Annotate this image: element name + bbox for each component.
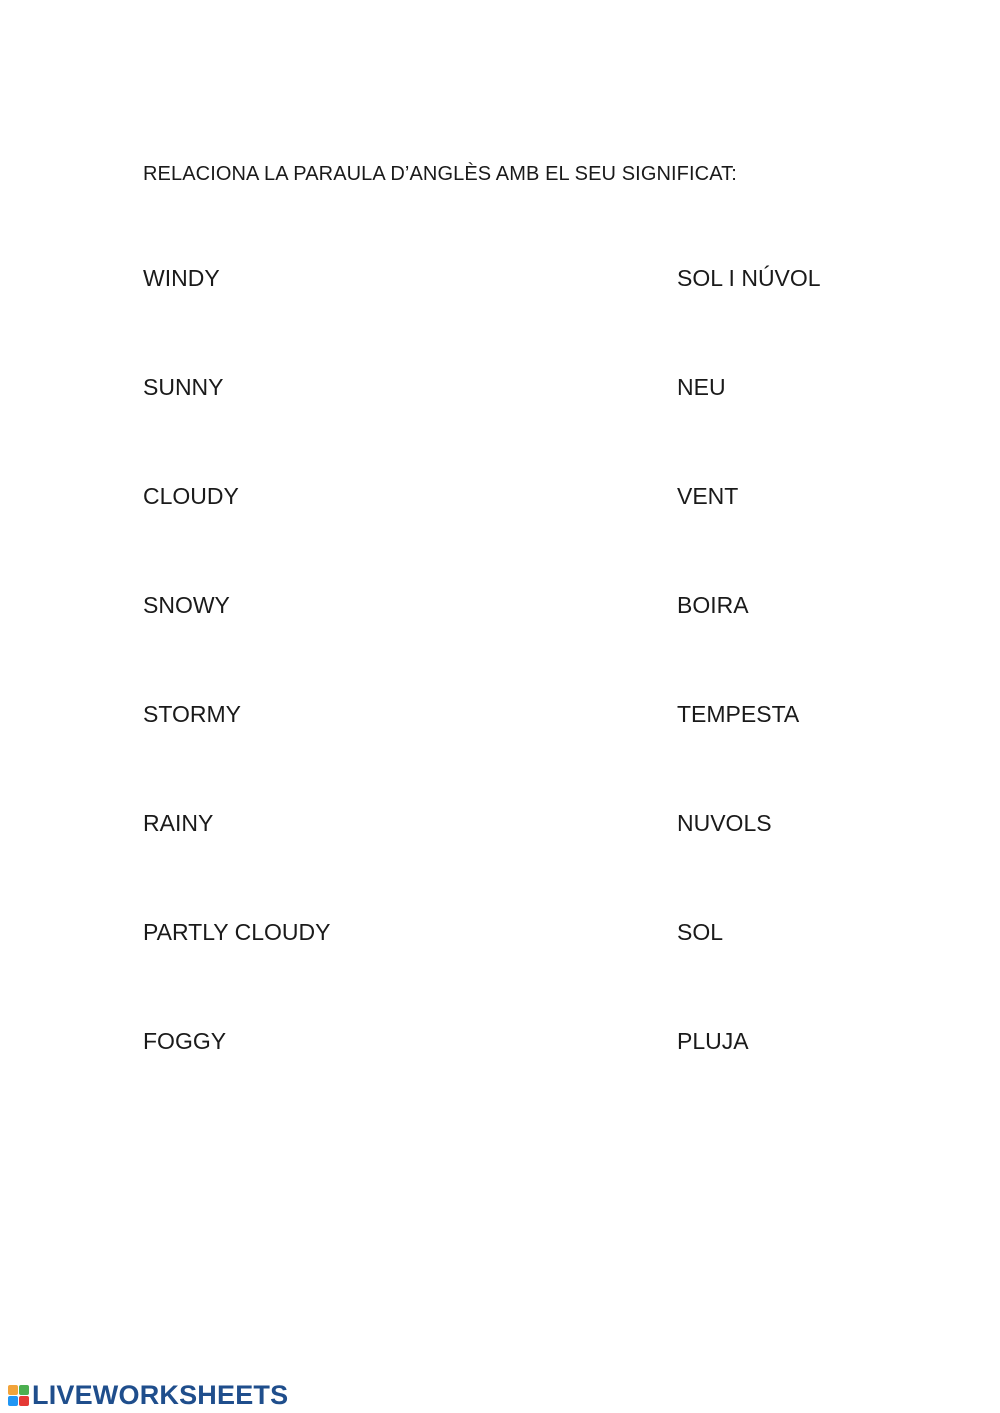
english-word: SNOWY [143, 592, 230, 618]
catalan-word: BOIRA [677, 592, 749, 618]
catalan-word: SOL I NÚVOL [677, 265, 821, 291]
english-word: STORMY [143, 701, 241, 727]
english-word: RAINY [143, 810, 214, 836]
logo-square [8, 1396, 18, 1406]
logo-square [8, 1385, 18, 1395]
catalan-word: PLUJA [677, 1028, 749, 1054]
logo-square [19, 1385, 29, 1395]
logo-text: LIVEWORKSHEETS [32, 1379, 289, 1410]
english-word: WINDY [143, 265, 220, 291]
catalan-word: SOL [677, 919, 724, 945]
instruction-text: RELACIONA LA PARAULA D’ANGLÈS AMB EL SEU SIGNIFICAT: [143, 163, 737, 185]
logo-mark-icon [8, 1385, 29, 1406]
english-word: FOGGY [143, 1028, 227, 1054]
logo-square [19, 1396, 29, 1406]
liveworksheets-logo [8, 1380, 288, 1410]
catalan-word: NUVOLS [677, 810, 772, 836]
catalan-word: VENT [677, 483, 739, 509]
english-word: SUNNY [143, 374, 224, 400]
english-word: PARTLY CLOUDY [143, 919, 331, 945]
english-word: CLOUDY [143, 483, 239, 509]
catalan-word: NEU [677, 374, 726, 400]
catalan-word: TEMPESTA [677, 701, 800, 727]
